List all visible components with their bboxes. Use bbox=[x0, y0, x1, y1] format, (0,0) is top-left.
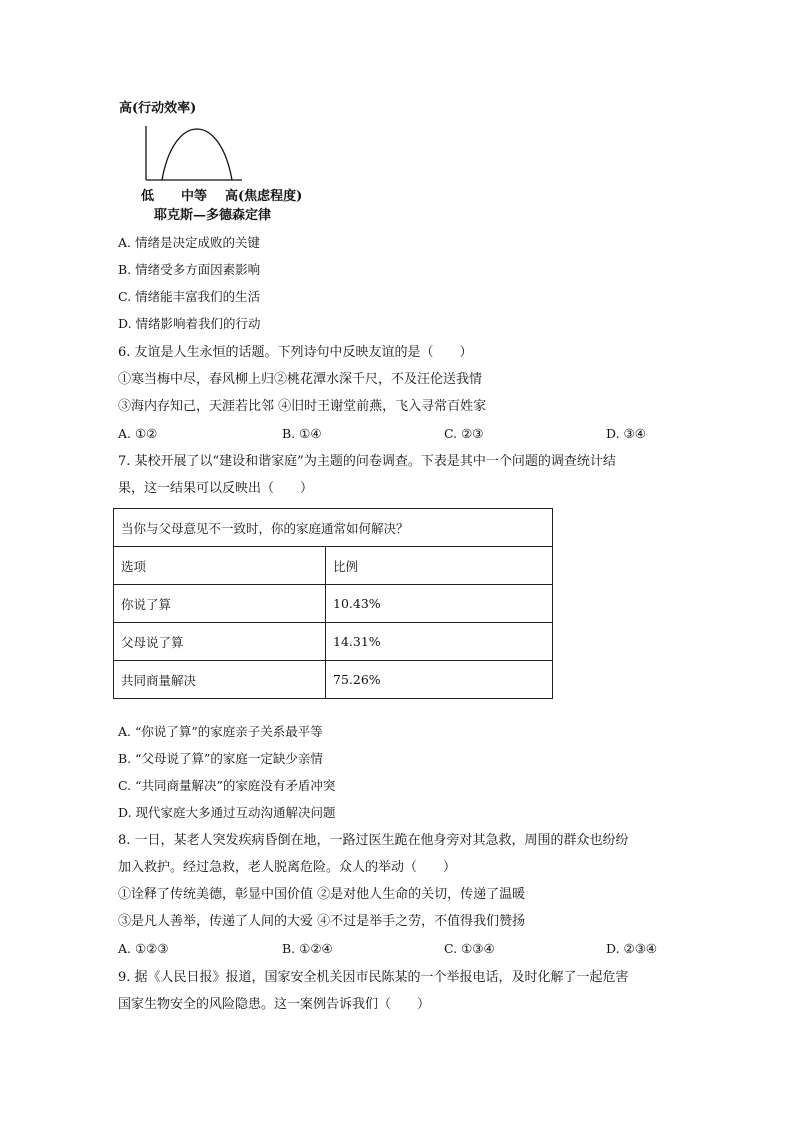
figure-caption: 耶克斯—多德森定律 bbox=[154, 208, 272, 223]
table-row bbox=[114, 585, 553, 623]
table-cell-option: 共同商量解决 bbox=[114, 661, 326, 699]
q6-option-b: B. ①④ bbox=[282, 426, 322, 441]
q5-option-b: B. 情绪受多方面因素影响 bbox=[118, 262, 261, 277]
q9-stem-line1: 9. 据《人民日报》报道，国家安全机关因市民陈某的一个举报电话，及时化解了一起危害 bbox=[118, 970, 629, 985]
table-header-ratio: 比例 bbox=[326, 547, 553, 585]
survey-table bbox=[113, 508, 553, 699]
q7-stem-line1: 7. 某校开展了以“建设和谐家庭”为主题的问卷调查。下表是其中一个问题的调查统计结 bbox=[118, 454, 616, 469]
q5-option-c: C. 情绪能丰富我们的生活 bbox=[118, 289, 261, 304]
q6-option-a: A. ①② bbox=[118, 426, 158, 441]
x-tick-low: 低 bbox=[141, 189, 155, 204]
q8-items-line2: ③是凡人善举，传递了人间的大爱 ④不过是举手之劳，不值得我们赞扬 bbox=[118, 914, 526, 929]
q6-stem: 6. 友谊是人生永恒的话题。下列诗句中反映友谊的是（ ） bbox=[118, 345, 473, 360]
q7-option-a: A. “你说了算”的家庭亲子关系最平等 bbox=[118, 724, 323, 739]
table-cell-option: 父母说了算 bbox=[114, 623, 326, 661]
q7-option-b: B. “父母说了算”的家庭一定缺少亲情 bbox=[118, 751, 323, 766]
q7-option-d: D. 现代家庭大多通过互动沟通解决问题 bbox=[118, 805, 336, 820]
q8-option-c: C. ①③④ bbox=[444, 941, 495, 956]
q9-stem-line2: 国家生物安全的风险隐患。这一案例告诉我们（ ） bbox=[118, 997, 431, 1012]
table-question-row bbox=[114, 509, 553, 547]
q7-option-c: C. “共同商量解决”的家庭没有矛盾冲突 bbox=[118, 778, 336, 793]
table-cell-ratio: 14.31% bbox=[326, 623, 553, 661]
q8-option-d: D. ②③④ bbox=[606, 941, 658, 956]
q6-option-c: C. ②③ bbox=[444, 426, 484, 441]
q6-items-line1: ①寒当梅中尽，春风柳上归②桃花潭水深千尺，不及汪伦送我情 bbox=[118, 372, 483, 387]
figure-y-axis-label: 高(行动效率) bbox=[119, 101, 197, 116]
table-question: 当你与父母意见不一致时，你的家庭通常如何解决？ bbox=[114, 509, 553, 547]
q8-stem-line2: 加入救护。经过急救，老人脱离危险。众人的举动（ ） bbox=[118, 860, 457, 875]
q6-option-d: D. ③④ bbox=[606, 426, 646, 441]
q5-option-a: A. 情绪是决定成败的关键 bbox=[118, 235, 260, 250]
q6-items-line2: ③海内存知己，天涯若比邻 ④旧时王谢堂前燕，飞入寻常百姓家 bbox=[118, 399, 487, 414]
table-row bbox=[114, 623, 553, 661]
table-row bbox=[114, 661, 553, 699]
x-tick-high: 高(焦虑程度) bbox=[225, 189, 303, 204]
table-cell-option: 你说了算 bbox=[114, 585, 326, 623]
x-tick-mid: 中等 bbox=[181, 189, 208, 204]
q7-stem-line2: 果，这一结果可以反映出（ ） bbox=[118, 481, 314, 496]
curve-line bbox=[162, 129, 232, 180]
q8-option-a: A. ①②③ bbox=[118, 941, 169, 956]
table-header-row bbox=[114, 547, 553, 585]
q8-stem-line1: 8. 一日，某老人突发疾病昏倒在地，一路过医生跪在他身旁对其急救，周围的群众也纷纷 bbox=[118, 833, 629, 848]
table-cell-ratio: 75.26% bbox=[326, 661, 553, 699]
table-header-option: 选项 bbox=[114, 547, 326, 585]
q8-option-b: B. ①②④ bbox=[282, 941, 333, 956]
q5-option-d: D. 情绪影响着我们的行动 bbox=[118, 316, 261, 331]
yerkes-dodson-curve bbox=[138, 122, 248, 190]
q8-items-line1: ①诠释了传统美德，彰显中国价值 ②是对他人生命的关切，传递了温暖 bbox=[118, 887, 526, 902]
table-cell-ratio: 10.43% bbox=[326, 585, 553, 623]
